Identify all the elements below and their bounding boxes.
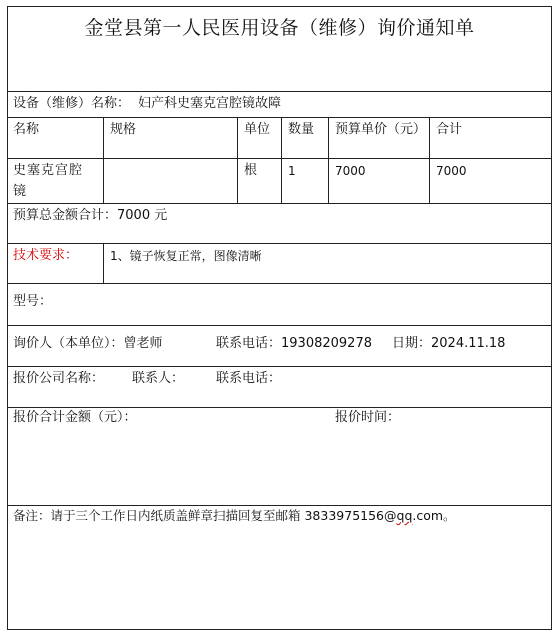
note-prefix: 备注：请于三个工作日内纸质盖鲜章扫描回复至邮箱 3833975156@: [13, 508, 397, 523]
header-unit: 单位: [244, 122, 271, 137]
company-phone-label: 联系电话：: [216, 371, 282, 386]
tech-requirements-row: [8, 243, 551, 283]
note-row: [8, 505, 551, 629]
tech-requirements-label: 技术要求：: [13, 248, 79, 263]
device-name-row: [8, 91, 551, 117]
col-divider: [281, 117, 282, 203]
company-contact-label: 联系人：: [132, 371, 185, 386]
header-total: 合计: [436, 122, 463, 137]
cell-total: 7000: [436, 164, 467, 178]
cell-unit-price: 7000: [335, 164, 366, 178]
table-header-row: [8, 117, 551, 158]
inquirer-phone: 联系电话：19308209278: [216, 336, 372, 351]
header-unit-price: 预算单价（元）: [335, 122, 427, 137]
inquirer-person: 询价人（本单位）：曾老师: [13, 336, 163, 351]
tech-requirements-value: 1、镜子恢复正常，图像清晰: [110, 249, 262, 263]
col-divider: [328, 117, 329, 203]
header-name: 名称: [13, 122, 40, 137]
note-suffix: .com。: [412, 508, 456, 523]
col-divider: [103, 243, 104, 283]
device-name-value: 妇产科史塞克宫腔镜故障: [138, 96, 282, 111]
model-row: [8, 283, 551, 325]
cell-unit: 根: [244, 163, 258, 178]
budget-total-row: [8, 203, 551, 243]
cell-name: 史塞克宫腔镜: [13, 163, 84, 199]
quote-row: [8, 407, 551, 505]
company-name-label: 报价公司名称：: [13, 371, 105, 386]
budget-total: 预算总金额合计：7000 元: [13, 208, 168, 223]
note-domain: qq: [396, 508, 413, 523]
table-row: [8, 158, 551, 203]
col-divider: [103, 117, 104, 203]
col-divider: [429, 117, 430, 203]
quote-amount-label: 报价合计金额（元）：: [13, 410, 137, 425]
inquirer-date: 日期：2024.11.18: [392, 336, 506, 351]
quote-time-label: 报价时间：: [335, 410, 401, 425]
form-title: 金堂县第一人民医用设备（维修）询价通知单: [84, 17, 475, 39]
header-spec: 规格: [110, 122, 137, 137]
note-text: [13, 507, 456, 525]
col-divider: [237, 117, 238, 203]
device-name-label: 设备（维修）名称：: [13, 96, 131, 111]
cell-qty: 1: [288, 164, 296, 178]
company-row: [8, 366, 551, 407]
inquiry-form: [7, 6, 552, 630]
inquirer-row: [8, 325, 551, 366]
header-qty: 数量: [288, 122, 315, 137]
model-label: 型号：: [13, 294, 53, 309]
